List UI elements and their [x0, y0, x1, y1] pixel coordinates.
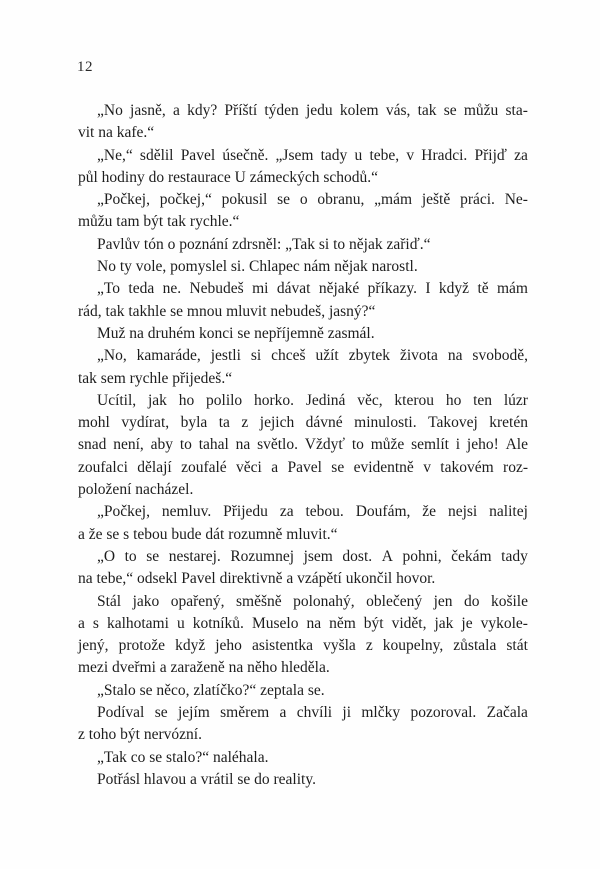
paragraph [78, 189, 528, 234]
text-line: „Ne,“ sdělil Pavel úsečně. „Jsem tady u tebe, v Hradci. Přijď za [97, 146, 528, 164]
paragraph [78, 234, 528, 256]
paragraph [78, 546, 528, 591]
page-number: 12 [77, 59, 93, 75]
paragraph [78, 769, 528, 791]
paragraph [78, 323, 528, 345]
text-line: rád, tak takhle se mnou mluvit nebudeš, jasný?“ [78, 302, 376, 320]
text-line: Podíval se jejím směrem a chvíli ji mlčky pozoroval. Začala [97, 704, 528, 722]
text-line: a že se s tebou bude dát rozumně mluvit.“ [78, 525, 338, 543]
paragraph [78, 256, 528, 278]
paragraph [78, 145, 528, 190]
text-line: z toho být nervózní. [78, 726, 202, 744]
text-line: položení nacházel. [78, 481, 194, 499]
text-line: „O to se nestarej. Rozumnej jsem dost. A pohni, čekám tady [97, 547, 528, 565]
paragraph [78, 501, 528, 546]
text-line: můžu tam být tak rychle.“ [78, 213, 240, 231]
text-line: zoufalci dělají zoufalé věci a Pavel se evidentně v takovém roz- [78, 458, 528, 476]
paragraph [78, 345, 528, 390]
paragraph [78, 100, 528, 145]
text-line: Ucítil, jak ho polilo horko. Jediná věc, kterou ho ten lúzr [97, 391, 528, 409]
text-line: na tebe,“ odsekl Pavel direktivně a vzápětí ukončil hovor. [78, 570, 436, 588]
paragraph [78, 680, 528, 702]
paragraph [78, 278, 528, 323]
text-line: „Počkej, počkej,“ pokusil se o obranu, „mám ještě práci. Ne- [97, 191, 528, 209]
text-line: „Tak co se stalo?“ naléhala. [97, 748, 269, 766]
text-line: půl hodiny do restaurace U zámeckých schodů.“ [78, 168, 378, 186]
text-line: „No, kamaráde, jestli si chceš užít zbytek života na svobodě, [97, 347, 528, 365]
text-line: „To teda ne. Nebudeš mi dávat nějaké příkazy. I když tě mám [97, 280, 528, 298]
text-line: tak sem rychle přijedeš.“ [78, 369, 233, 387]
text-line: „Stalo se něco, zlatíčko?“ zeptala se. [97, 681, 325, 699]
paragraph [78, 591, 528, 680]
paragraph [78, 747, 528, 769]
text-line: vit na kafe.“ [78, 124, 155, 142]
text-line: snad není, aby to tahal na světlo. Vždyť to může semlít i jeho! Ale [78, 436, 528, 454]
text-line: Potřásl hlavou a vrátil se do reality. [97, 770, 316, 788]
text-line: Pavlův tón o poznání zdrsněl: „Tak si to nějak zařiď.“ [97, 235, 431, 253]
text-line: Muž na druhém konci se nepříjemně zasmál. [97, 324, 375, 342]
text-line: No ty vole, pomyslel si. Chlapec nám nějak narostl. [97, 258, 418, 276]
paragraph [78, 390, 528, 501]
text-line: „No jasně, a kdy? Příští týden jedu kolem vás, tak se můžu sta- [97, 102, 528, 119]
text-line: „Počkej, nemluv. Přijedu za tebou. Doufám, že nejsi nalitej [97, 503, 528, 521]
text-line: mezi dveřmi a zaraženě na něho hleděla. [78, 659, 330, 677]
text-line: jený, protože když jeho asistentka vyšla z koupelny, zůstala stát [78, 637, 528, 655]
text-block [78, 100, 528, 791]
text-line: mohl vydírat, byla ta z jejich dávné minulosti. Takovej kretén [78, 414, 528, 432]
text-line: Stál jako opařený, směšně polonahý, oblečený jen do košile [97, 592, 528, 610]
paragraph [78, 702, 528, 747]
text-line: a s kalhotami u kotníků. Muselo na něm být vidět, jak je vykole- [78, 614, 528, 632]
